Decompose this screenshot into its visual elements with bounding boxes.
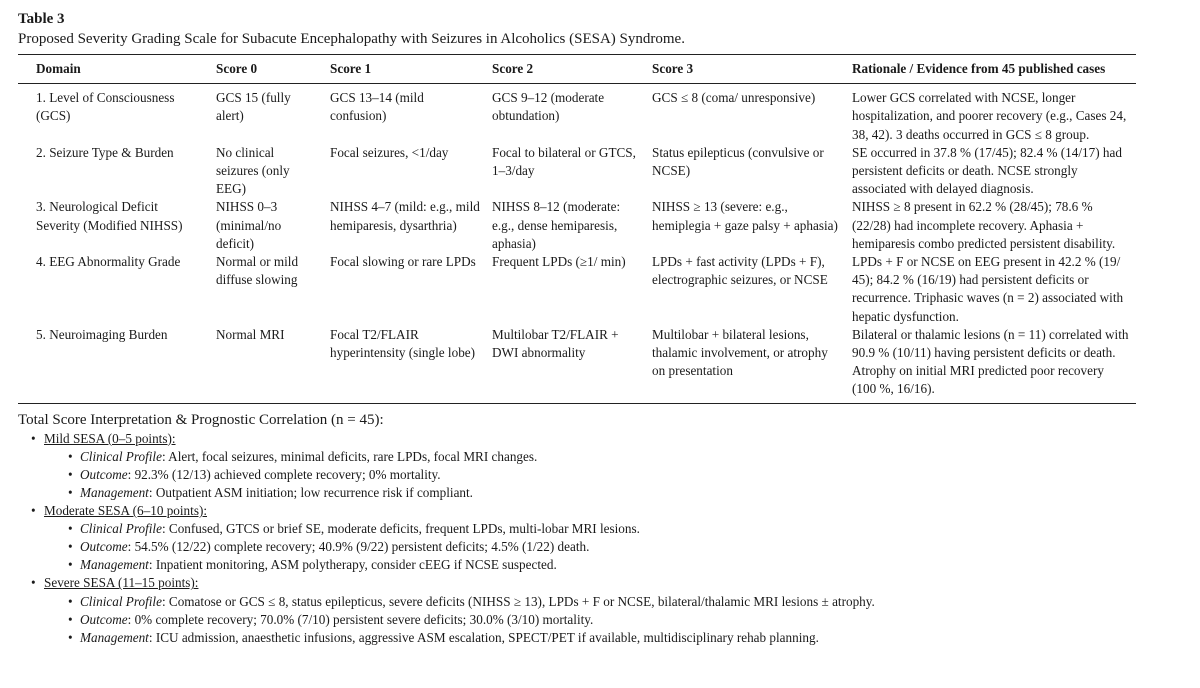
cell-rationale: LPDs + F or NCSE on EEG present in 42.2 % (19/ 45); 84.2 % (16/19) had persistent deficits or recurrence. Triphasic waves (n = 2) associated with hepatic dysfunction. (852, 254, 1124, 324)
cell-score-1: Focal slowing or rare LPDs (330, 254, 476, 270)
cell-score-2: NIHSS 8–12 (moderate: e.g., dense hemiparesis, aphasia) (492, 199, 621, 251)
item-text: : Alert, focal seizures, minimal deficits, rare LPDs, focal MRI changes. (161, 448, 538, 464)
severity-detail-list (44, 593, 1136, 647)
cell-domain: 1. Level of Consciousness (GCS) (36, 90, 175, 124)
cell-rationale: NIHSS ≥ 8 present in 62.2 % (28/45); 78.6 % (22/28) had incomplete recovery. Aphasia + hemiparesis combo predicted persistent disability. (852, 199, 1116, 251)
cell-domain: 3. Neurological Deficit Severity (Modified NIHSS) (36, 199, 183, 233)
col-header-domain: Domain (18, 55, 210, 84)
table-row (18, 144, 1136, 199)
item-text: : Confused, GTCS or brief SE, moderate deficits, frequent LPDs, multi-lobar MRI lesions. (161, 521, 640, 537)
item-text: : Outpatient ASM initiation; low recurrence risk if compliant. (148, 484, 473, 500)
item-key: Outcome (80, 466, 128, 482)
severity-level-moderate (18, 502, 1136, 574)
cell-domain: 4. EEG Abnormality Grade (36, 254, 181, 270)
list-item (44, 484, 1136, 502)
item-text: : 0% complete recovery; 70.0% (7/10) persistent severe deficits; 30.0% (3/10) mortality. (127, 611, 594, 627)
cell-score-1: Focal seizures, <1/day (330, 144, 449, 160)
severity-detail-list (44, 448, 1136, 502)
cell-score-3: GCS ≤ 8 (coma/ unresponsive) (652, 90, 816, 106)
col-header-score-3: Score 3 (646, 55, 846, 84)
table-row (18, 253, 1136, 326)
cell-score-3: Multilobar + bilateral lesions, thalamic involvement, or atrophy on presentation (646, 326, 846, 403)
list-item (44, 466, 1136, 484)
col-header-rationale: Rationale / Evidence from 45 published cases (846, 55, 1136, 84)
cell-rationale: Lower GCS correlated with NCSE, longer hospitalization, and poorer recovery (e.g., Cases 24, 38, 42). 3 deaths occurred in GCS ≤ 8 group. (852, 90, 1127, 142)
cell-score-2: Multilobar T2/FLAIR + DWI abnormality (486, 326, 646, 403)
severity-level-mild (18, 430, 1136, 502)
cell-rationale: Bilateral or thalamic lesions (n = 11) correlated with 90.9 % (10/11) having persistent deficits or death. Atrophy on initial MRI predicted poor recovery (100 %, 16/16). (846, 326, 1136, 403)
list-item (44, 556, 1136, 574)
severity-list (18, 430, 1136, 647)
item-key: Management (80, 484, 149, 500)
table-caption: Proposed Severity Grading Scale for Subacute Encephalopathy with Seizures in Alcoholics (SESA) Syndrome. (18, 31, 685, 47)
cell-score-1: Focal T2/FLAIR hyperintensity (single lobe) (324, 326, 486, 403)
item-text: : Comatose or GCS ≤ 8, status epilepticus, severe deficits (NIHSS ≥ 13), LPDs + F or NCSE, bilateral/thalamic MRI lesions ± atrophy. (161, 593, 875, 609)
cell-score-2: Focal to bilateral or GTCS, 1–3/day (492, 144, 636, 179)
col-header-score-1: Score 1 (324, 55, 486, 84)
table-figure (18, 8, 1136, 647)
severity-detail-list (44, 520, 1136, 574)
table-label: Table 3 (18, 11, 65, 27)
cell-score-2: Frequent LPDs (≥1/ min) (492, 254, 626, 270)
cell-score-3: LPDs + fast activity (LPDs + F), electrographic seizures, or NCSE (652, 254, 828, 288)
list-item (44, 520, 1136, 538)
table-row (18, 198, 1136, 253)
list-item (44, 611, 1136, 629)
item-key: Management (80, 557, 149, 573)
severity-heading: Mild SESA (0–5 points): (44, 430, 176, 446)
item-key: Clinical Profile (80, 593, 162, 609)
item-key: Management (80, 629, 149, 645)
col-header-score-2: Score 2 (486, 55, 646, 84)
item-key: Outcome (80, 539, 128, 555)
table-row (18, 84, 1136, 144)
item-text: : Inpatient monitoring, ASM polytherapy, consider cEEG if NCSE suspected. (148, 557, 557, 573)
item-key: Clinical Profile (80, 521, 162, 537)
cell-score-0: GCS 15 (fully alert) (216, 90, 291, 124)
item-text: : 54.5% (12/22) complete recovery; 40.9% (9/22) persistent deficits; 4.5% (1/22) death. (127, 539, 590, 555)
score-interpretation (18, 410, 1136, 647)
cell-score-1: GCS 13–14 (mild confusion) (330, 90, 424, 124)
cell-score-3: Status epilepticus (convulsive or NCSE) (652, 144, 824, 179)
list-item (44, 448, 1136, 466)
item-key: Outcome (80, 611, 128, 627)
cell-domain: 5. Neuroimaging Burden (18, 326, 210, 403)
cell-score-0: NIHSS 0–3 (minimal/no deficit) (216, 199, 282, 251)
severity-heading: Severe SESA (11–15 points): (44, 575, 199, 591)
interpretation-title: Total Score Interpretation & Prognostic Correlation (n = 45): (18, 411, 384, 428)
cell-score-2: GCS 9–12 (moderate obtundation) (492, 90, 605, 124)
severity-heading: Moderate SESA (6–10 points): (44, 503, 208, 519)
severity-grading-table (18, 54, 1136, 404)
list-item (44, 593, 1136, 611)
cell-score-0: Normal MRI (210, 326, 324, 403)
cell-rationale: SE occurred in 37.8 % (17/45); 82.4 % (14/17) had persistent deficits or death. NCSE strongly associated with delayed diagnosis. (852, 144, 1122, 197)
item-text: : 92.3% (12/13) achieved complete recovery; 0% mortality. (127, 466, 441, 482)
table-row (18, 326, 1136, 403)
severity-level-severe (18, 574, 1136, 646)
list-item (44, 629, 1136, 647)
cell-score-0: Normal or mild diffuse slowing (216, 254, 299, 288)
table-header-row (18, 55, 1136, 84)
cell-score-0: No clinical seizures (only EEG) (216, 144, 290, 197)
col-header-score-0: Score 0 (210, 55, 324, 84)
cell-domain: 2. Seizure Type & Burden (36, 144, 174, 160)
cell-score-3: NIHSS ≥ 13 (severe: e.g., hemiplegia + gaze palsy + aphasia) (652, 199, 838, 233)
item-text: : ICU admission, anaesthetic infusions, aggressive ASM escalation, SPECT/PET if available, multidisciplinary rehab planning. (148, 629, 819, 645)
cell-score-1: NIHSS 4–7 (mild: e.g., mild hemiparesis, dysarthria) (330, 199, 480, 233)
item-key: Clinical Profile (80, 448, 162, 464)
list-item (44, 538, 1136, 556)
